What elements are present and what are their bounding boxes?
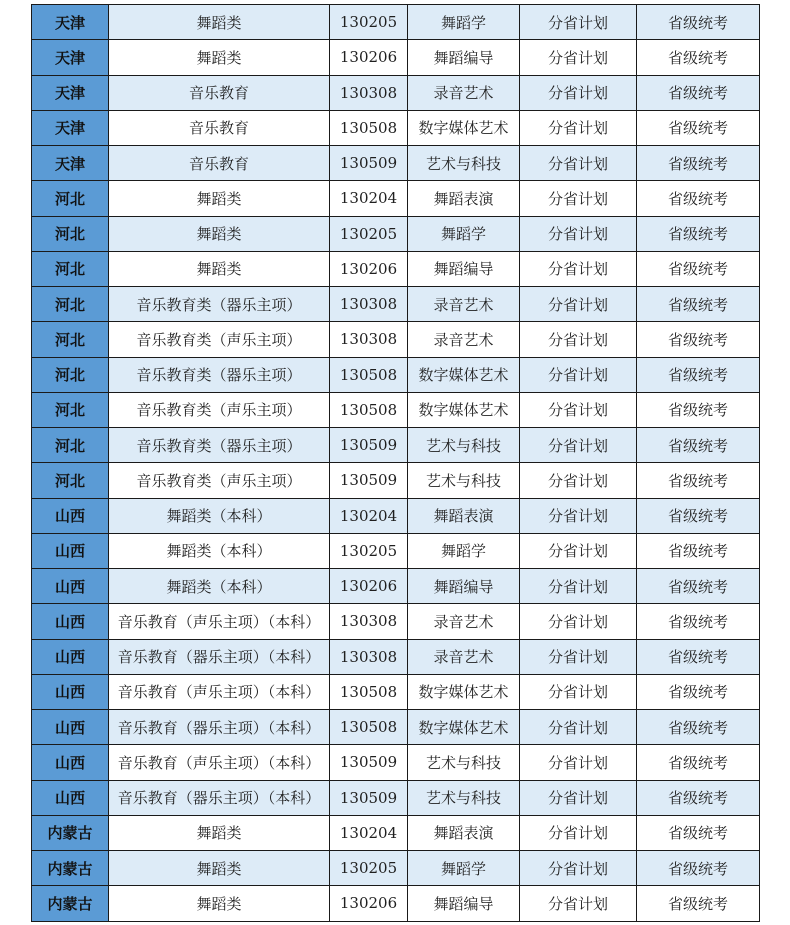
category-cell: 音乐教育类（器乐主项） — [109, 287, 330, 322]
major-name-cell: 数字媒体艺术 — [408, 710, 520, 745]
exam-type-cell: 省级统考 — [637, 181, 760, 216]
major-name-cell: 舞蹈表演 — [408, 181, 520, 216]
exam-type-cell: 省级统考 — [637, 5, 760, 40]
table-row — [32, 533, 760, 568]
province-cell: 山西 — [32, 569, 109, 604]
table-row — [32, 181, 760, 216]
table-row — [32, 75, 760, 110]
major-code-cell: 130205 — [330, 5, 408, 40]
exam-type-cell: 省级统考 — [637, 745, 760, 780]
plan-type-cell: 分省计划 — [520, 322, 637, 357]
table-row — [32, 287, 760, 322]
category-cell: 音乐教育类（声乐主项） — [109, 392, 330, 427]
major-name-cell: 艺术与科技 — [408, 745, 520, 780]
major-code-cell: 130206 — [330, 40, 408, 75]
province-cell: 内蒙古 — [32, 851, 109, 886]
plan-type-cell: 分省计划 — [520, 146, 637, 181]
major-code-cell: 130205 — [330, 851, 408, 886]
category-cell: 舞蹈类 — [109, 886, 330, 921]
major-code-cell: 130308 — [330, 639, 408, 674]
province-cell: 河北 — [32, 251, 109, 286]
exam-type-cell: 省级统考 — [637, 287, 760, 322]
table-row — [32, 216, 760, 251]
major-code-cell: 130206 — [330, 886, 408, 921]
exam-type-cell: 省级统考 — [637, 710, 760, 745]
category-cell: 音乐教育 — [109, 146, 330, 181]
table-row — [32, 428, 760, 463]
table-row — [32, 745, 760, 780]
major-name-cell: 数字媒体艺术 — [408, 392, 520, 427]
table-row — [32, 40, 760, 75]
plan-type-cell: 分省计划 — [520, 216, 637, 251]
plan-type-cell: 分省计划 — [520, 639, 637, 674]
plan-type-cell: 分省计划 — [520, 357, 637, 392]
exam-type-cell: 省级统考 — [637, 674, 760, 709]
plan-type-cell: 分省计划 — [520, 569, 637, 604]
category-cell: 音乐教育（声乐主项）（本科） — [109, 674, 330, 709]
province-cell: 河北 — [32, 428, 109, 463]
province-cell: 河北 — [32, 357, 109, 392]
province-cell: 天津 — [32, 146, 109, 181]
major-code-cell: 130509 — [330, 463, 408, 498]
plan-type-cell: 分省计划 — [520, 710, 637, 745]
table-body — [32, 5, 760, 922]
exam-type-cell: 省级统考 — [637, 357, 760, 392]
province-cell: 山西 — [32, 674, 109, 709]
table-row — [32, 639, 760, 674]
table-row — [32, 251, 760, 286]
plan-type-cell: 分省计划 — [520, 498, 637, 533]
province-cell: 内蒙古 — [32, 815, 109, 850]
major-name-cell: 舞蹈编导 — [408, 886, 520, 921]
plan-type-cell: 分省计划 — [520, 533, 637, 568]
major-code-cell: 130308 — [330, 287, 408, 322]
major-name-cell: 录音艺术 — [408, 287, 520, 322]
table-row — [32, 886, 760, 921]
category-cell: 音乐教育（声乐主项）（本科） — [109, 745, 330, 780]
plan-type-cell: 分省计划 — [520, 5, 637, 40]
exam-type-cell: 省级统考 — [637, 392, 760, 427]
major-code-cell: 130508 — [330, 110, 408, 145]
major-name-cell: 舞蹈表演 — [408, 815, 520, 850]
major-code-cell: 130508 — [330, 710, 408, 745]
exam-type-cell: 省级统考 — [637, 569, 760, 604]
table-row — [32, 463, 760, 498]
plan-type-cell: 分省计划 — [520, 251, 637, 286]
province-cell: 河北 — [32, 181, 109, 216]
table-row — [32, 604, 760, 639]
category-cell: 舞蹈类 — [109, 181, 330, 216]
province-cell: 河北 — [32, 287, 109, 322]
major-name-cell: 艺术与科技 — [408, 428, 520, 463]
major-name-cell: 舞蹈学 — [408, 216, 520, 251]
major-code-cell: 130205 — [330, 216, 408, 251]
major-name-cell: 艺术与科技 — [408, 780, 520, 815]
plan-type-cell: 分省计划 — [520, 181, 637, 216]
table-row — [32, 110, 760, 145]
category-cell: 音乐教育 — [109, 110, 330, 145]
major-name-cell: 舞蹈表演 — [408, 498, 520, 533]
plan-type-cell: 分省计划 — [520, 75, 637, 110]
major-code-cell: 130204 — [330, 815, 408, 850]
category-cell: 音乐教育（器乐主项）（本科） — [109, 639, 330, 674]
category-cell: 舞蹈类 — [109, 251, 330, 286]
province-cell: 山西 — [32, 604, 109, 639]
category-cell: 舞蹈类（本科） — [109, 498, 330, 533]
plan-type-cell: 分省计划 — [520, 40, 637, 75]
exam-type-cell: 省级统考 — [637, 533, 760, 568]
province-cell: 山西 — [32, 533, 109, 568]
exam-type-cell: 省级统考 — [637, 463, 760, 498]
major-name-cell: 录音艺术 — [408, 75, 520, 110]
major-code-cell: 130204 — [330, 181, 408, 216]
major-name-cell: 数字媒体艺术 — [408, 110, 520, 145]
category-cell: 舞蹈类 — [109, 5, 330, 40]
province-cell: 天津 — [32, 40, 109, 75]
exam-type-cell: 省级统考 — [637, 604, 760, 639]
admissions-table — [31, 4, 760, 922]
plan-type-cell: 分省计划 — [520, 287, 637, 322]
major-code-cell: 130508 — [330, 357, 408, 392]
major-code-cell: 130204 — [330, 498, 408, 533]
major-name-cell: 数字媒体艺术 — [408, 674, 520, 709]
major-code-cell: 130308 — [330, 322, 408, 357]
major-name-cell: 舞蹈编导 — [408, 251, 520, 286]
major-code-cell: 130206 — [330, 251, 408, 286]
plan-type-cell: 分省计划 — [520, 428, 637, 463]
table-row — [32, 710, 760, 745]
province-cell: 山西 — [32, 498, 109, 533]
table-row — [32, 392, 760, 427]
table-row — [32, 322, 760, 357]
category-cell: 音乐教育类（声乐主项） — [109, 463, 330, 498]
category-cell: 音乐教育类（声乐主项） — [109, 322, 330, 357]
major-name-cell: 舞蹈编导 — [408, 40, 520, 75]
category-cell: 舞蹈类 — [109, 815, 330, 850]
table-row — [32, 674, 760, 709]
category-cell: 音乐教育类（器乐主项） — [109, 428, 330, 463]
category-cell: 舞蹈类 — [109, 851, 330, 886]
table-row — [32, 357, 760, 392]
province-cell: 河北 — [32, 322, 109, 357]
table-row — [32, 146, 760, 181]
province-cell: 内蒙古 — [32, 886, 109, 921]
major-code-cell: 130509 — [330, 428, 408, 463]
major-code-cell: 130509 — [330, 780, 408, 815]
category-cell: 舞蹈类 — [109, 216, 330, 251]
major-code-cell: 130509 — [330, 745, 408, 780]
table-row — [32, 851, 760, 886]
major-name-cell: 录音艺术 — [408, 639, 520, 674]
exam-type-cell: 省级统考 — [637, 815, 760, 850]
category-cell: 舞蹈类（本科） — [109, 569, 330, 604]
table-row — [32, 498, 760, 533]
major-name-cell: 数字媒体艺术 — [408, 357, 520, 392]
category-cell: 舞蹈类（本科） — [109, 533, 330, 568]
exam-type-cell: 省级统考 — [637, 322, 760, 357]
exam-type-cell: 省级统考 — [637, 780, 760, 815]
category-cell: 音乐教育 — [109, 75, 330, 110]
province-cell: 山西 — [32, 780, 109, 815]
plan-type-cell: 分省计划 — [520, 780, 637, 815]
province-cell: 河北 — [32, 463, 109, 498]
exam-type-cell: 省级统考 — [637, 428, 760, 463]
exam-type-cell: 省级统考 — [637, 146, 760, 181]
major-code-cell: 130308 — [330, 75, 408, 110]
category-cell: 音乐教育（器乐主项）（本科） — [109, 780, 330, 815]
major-code-cell: 130509 — [330, 146, 408, 181]
exam-type-cell: 省级统考 — [637, 498, 760, 533]
exam-type-cell: 省级统考 — [637, 639, 760, 674]
province-cell: 河北 — [32, 392, 109, 427]
plan-type-cell: 分省计划 — [520, 886, 637, 921]
plan-type-cell: 分省计划 — [520, 745, 637, 780]
province-cell: 天津 — [32, 110, 109, 145]
category-cell: 舞蹈类 — [109, 40, 330, 75]
exam-type-cell: 省级统考 — [637, 251, 760, 286]
exam-type-cell: 省级统考 — [637, 851, 760, 886]
major-name-cell: 艺术与科技 — [408, 146, 520, 181]
major-name-cell: 艺术与科技 — [408, 463, 520, 498]
exam-type-cell: 省级统考 — [637, 40, 760, 75]
plan-type-cell: 分省计划 — [520, 815, 637, 850]
exam-type-cell: 省级统考 — [637, 110, 760, 145]
major-name-cell: 录音艺术 — [408, 604, 520, 639]
plan-type-cell: 分省计划 — [520, 851, 637, 886]
major-name-cell: 舞蹈学 — [408, 5, 520, 40]
category-cell: 音乐教育（器乐主项）（本科） — [109, 710, 330, 745]
major-name-cell: 录音艺术 — [408, 322, 520, 357]
province-cell: 天津 — [32, 5, 109, 40]
plan-type-cell: 分省计划 — [520, 674, 637, 709]
major-code-cell: 130205 — [330, 533, 408, 568]
province-cell: 河北 — [32, 216, 109, 251]
table-row — [32, 569, 760, 604]
plan-type-cell: 分省计划 — [520, 110, 637, 145]
exam-type-cell: 省级统考 — [637, 75, 760, 110]
category-cell: 音乐教育类（器乐主项） — [109, 357, 330, 392]
category-cell: 音乐教育（声乐主项）（本科） — [109, 604, 330, 639]
major-name-cell: 舞蹈编导 — [408, 569, 520, 604]
plan-type-cell: 分省计划 — [520, 392, 637, 427]
major-code-cell: 130508 — [330, 674, 408, 709]
province-cell: 山西 — [32, 639, 109, 674]
major-code-cell: 130508 — [330, 392, 408, 427]
table-row — [32, 815, 760, 850]
province-cell: 山西 — [32, 745, 109, 780]
province-cell: 山西 — [32, 710, 109, 745]
table-row — [32, 780, 760, 815]
province-cell: 天津 — [32, 75, 109, 110]
major-code-cell: 130206 — [330, 569, 408, 604]
exam-type-cell: 省级统考 — [637, 216, 760, 251]
major-code-cell: 130308 — [330, 604, 408, 639]
plan-type-cell: 分省计划 — [520, 604, 637, 639]
table-row — [32, 5, 760, 40]
major-name-cell: 舞蹈学 — [408, 851, 520, 886]
plan-type-cell: 分省计划 — [520, 463, 637, 498]
exam-type-cell: 省级统考 — [637, 886, 760, 921]
major-name-cell: 舞蹈学 — [408, 533, 520, 568]
